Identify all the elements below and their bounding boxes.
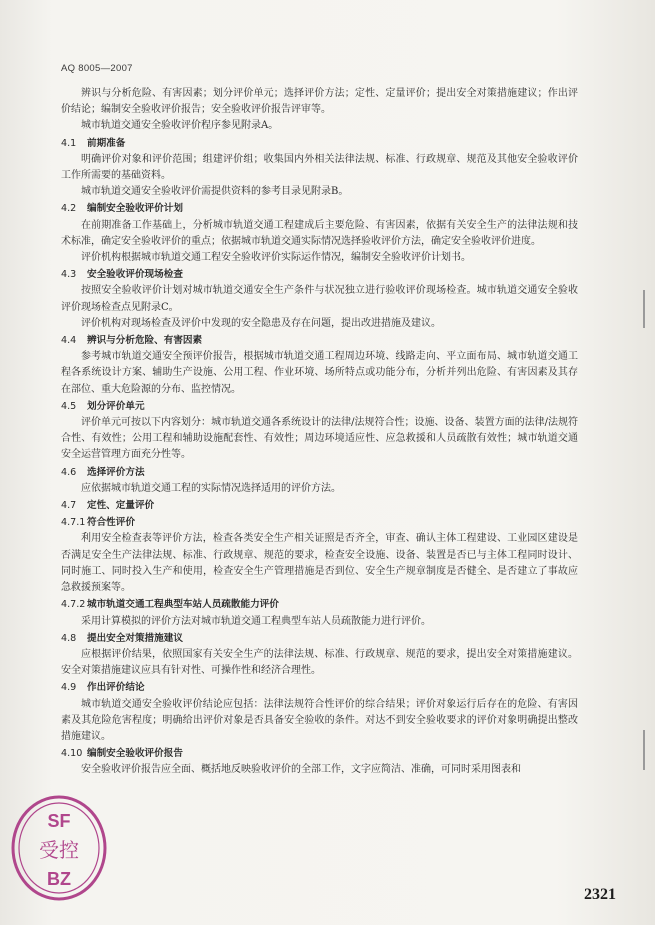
section-title: 提出安全对策措施建议: [87, 632, 183, 644]
section-paragraph: 城市轨道交通安全验收评价需提供资料的参考目录见附录B。: [81, 186, 349, 198]
section-paragraph: 应根据评价结果，依照国家有关安全生产的法律法规、标准、行政规章、规范的要求，提出安全对策措施建议。安全对策措施建议应具有针对性、可操作性和经济合理性。: [61, 648, 578, 677]
stamp-middle-text: 受控: [39, 838, 79, 862]
section-heading: [61, 465, 578, 481]
section-paragraph: 在前期准备工作基础上，分析城市轨道交通工程建成后主要危险、有害因素，依据有关安全生产的法律法规和技术标准，确定安全验收评价的重点；依据城市轨道交通实际情况选择验收评价方法，确定安全验收评价进度。: [61, 219, 578, 247]
section-title: 辨识与分析危险、有害因素: [87, 335, 203, 347]
section-title: 作出评价结论: [87, 682, 145, 694]
stamp-bottom-text: BZ: [47, 869, 71, 889]
section-paragraph: 应依据城市轨道交通工程的实际情况选择适用的评价方法。: [81, 482, 341, 494]
section-paragraph: 评价单元可按以下内容划分：城市轨道交通各系统设计的法律/法规符合性；设施、设备、装置方面的法律/法规符合性、有效性；公用工程和辅助设施配套性、有效性；周边环境适应性、应急救援和人员疏散有效性；城市轨道交通安全运营管理方面充分性等。: [61, 417, 578, 461]
section-heading: [61, 515, 578, 531]
section-paragraph: 评价机构根据城市轨道交通工程安全验收评价实际运作情况，编制安全验收评价计划书。: [81, 252, 471, 264]
section-title: 编制安全验收评价报告: [87, 748, 183, 760]
section-paragraph: 安全验收评价报告应全面、概括地反映验收评价的全部工作，文字应简洁、准确，可同时采用图表和: [81, 764, 521, 776]
document-body: [61, 86, 578, 779]
section-number: 4.5: [61, 400, 77, 412]
section-number: 4.3: [61, 269, 77, 281]
intro-paragraph: 城市轨道交通安全验收评价程序参见附录A。: [81, 120, 279, 132]
section-heading: [61, 333, 578, 349]
section-number: 4.10: [61, 748, 83, 760]
section-title: 选择评价方法: [87, 466, 145, 478]
section-paragraph: 参考城市轨道交通安全预评价报告，根据城市轨道交通工程周边环境、线路走向、平立面布局、城市轨道交通工程各系统设计方案、辅助生产设施、公用工程、作业环境、场所特点或功能分布，分析并列出危险、有害因素及其存在部位、重大危险源的分布、监控情况。: [61, 351, 578, 395]
section-title: 安全验收评价现场检查: [87, 269, 183, 281]
intro-paragraph: 辨识与分析危险、有害因素；划分评价单元；选择评价方法；定性、定量评价；提出安全对策措施建议；作出评价结论；编制安全验收评价报告；安全验收评价报告评审等。: [61, 88, 578, 116]
section-paragraph: 城市轨道交通安全验收评价结论应包括：法律法规符合性评价的综合结果；评价对象运行后存在的危险、有害因素及其危险危害程度；明确给出评价对象是否具备安全验收的条件。对达不到安全验收要求的评价对象明确提出整改措施建议。: [61, 698, 578, 742]
standard-code: AQ 8005—2007: [61, 63, 133, 74]
section-heading: [61, 201, 578, 217]
stamp-top-text: SF: [47, 811, 71, 831]
section-title: 前期准备: [87, 137, 126, 149]
section-number: 4.2: [61, 203, 77, 215]
section-heading: [61, 267, 578, 283]
section-heading: [61, 631, 578, 647]
page-number: 2321: [584, 886, 616, 903]
binding-mark: [643, 290, 645, 328]
section-title: 定性、定量评价: [87, 500, 155, 512]
section-heading: [61, 498, 578, 514]
section-heading: [61, 597, 578, 613]
section-title: 编制安全验收评价计划: [87, 203, 183, 215]
section-heading: [61, 746, 578, 762]
controlled-copy-stamp: [10, 794, 108, 902]
section-number: 4.7.1: [61, 517, 86, 529]
section-number: 4.9: [61, 682, 77, 694]
section-number: 4.1: [61, 137, 77, 149]
section-paragraph: 评价机构对现场检查及评价中发现的安全隐患及存在问题，提出改进措施及建议。: [81, 317, 441, 329]
section-paragraph: 按照安全验收评价计划对城市轨道交通安全生产条件与状况独立进行验收评价现场检查。城市轨道交通安全验收评价现场检查点见附录C。: [61, 285, 578, 313]
section-number: 4.8: [61, 632, 77, 644]
section-paragraph: 明确评价对象和评价范围；组建评价组；收集国内外相关法律法规、标准、行政规章、规范及其他安全验收评价工作所需要的基础资料。: [61, 153, 578, 182]
section-heading: [61, 399, 578, 415]
section-title: 城市轨道交通工程典型车站人员疏散能力评价: [87, 599, 279, 611]
section-number: 4.7: [61, 500, 77, 512]
section-number: 4.4: [61, 335, 77, 347]
section-title: 划分评价单元: [87, 400, 145, 412]
section-number: 4.6: [61, 466, 77, 478]
section-heading: [61, 680, 578, 696]
section-paragraph: 利用安全检查表等评价方法，检查各类安全生产相关证照是否齐全，审查、确认主体工程建设、工业园区建设是否满足安全生产法律法规、标准、行政规章、规范的要求，检查安全设施、设备、装置是否已与主体工程同时设计、同时施工、同时投入生产和使用，检查安全生产管理措施是否到位、安全生产规章制度是否健全、是否建立了事故应急救援预案等。: [61, 533, 578, 594]
section-paragraph: 采用计算模拟的评价方法对城市轨道交通工程典型车站人员疏散能力进行评价。: [81, 615, 431, 627]
section-number: 4.7.2: [61, 599, 86, 611]
section-title: 符合性评价: [87, 517, 135, 529]
section-heading: [61, 136, 578, 152]
binding-mark: [643, 730, 645, 770]
